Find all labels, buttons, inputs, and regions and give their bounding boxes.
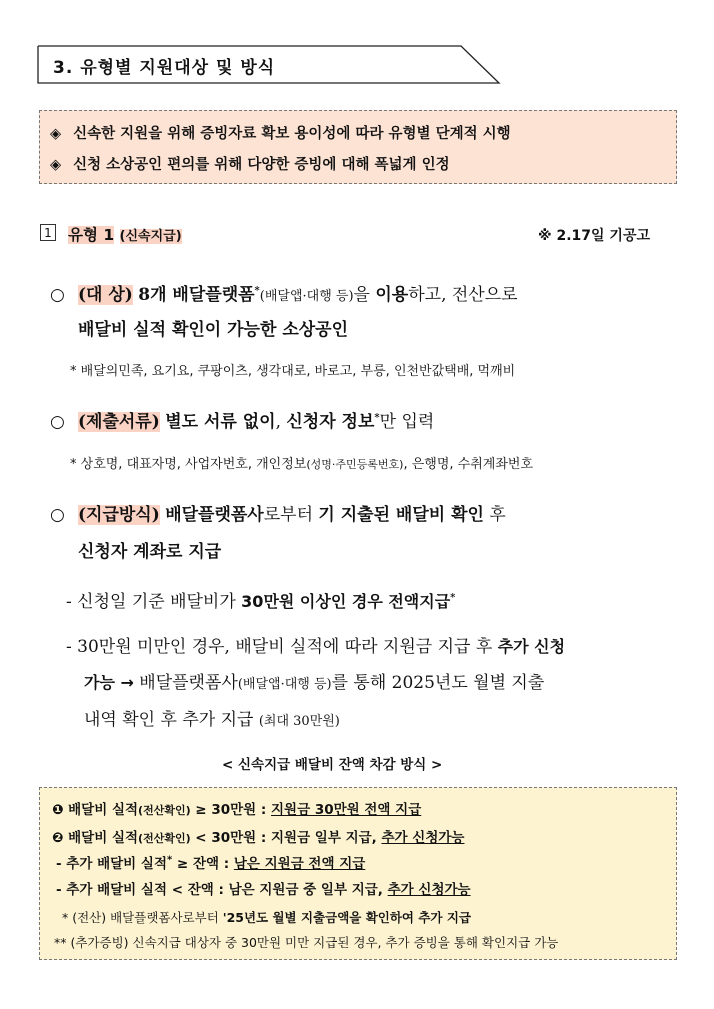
summary-box [39,110,677,184]
summary-text-1: 신속한 지원을 위해 증빙자료 확보 용이성에 따라 유형별 단계적 시행 [73,126,511,142]
payment-dash1-b: 30만원 이상인 경우 전액지급 [241,592,451,611]
type-subtitle: (신속지급) [119,229,182,244]
section-title: 3. 유형별 지원대상 및 방식 [53,58,276,78]
target-footnote: * 배달의민족, 요기요, 쿠팡이츠, 생각대로, 바로고, 부릉, 인천반값택배, 먹깨비 [70,364,516,379]
summary-text-2: 신청 소상공인 편의를 위해 다양한 증빙에 대해 폭넓게 인정 [73,157,450,173]
method-row-4 [56,878,471,898]
documents-sup: * [374,412,380,424]
documents-text-c: 신청자 정보 [286,412,375,432]
payment-dash2-a: - 30만원 미만인 경우, 배달비 실적에 따라 지원금 지급 후 [66,637,498,657]
method-row4-a: - 추가 배달비 실적 < 잔액 : 남은 지원금 중 일부 지급, [56,882,388,898]
method-row2-b: (전산확인) [138,832,191,845]
target-bullet [50,280,518,305]
target-sup: * [254,285,260,297]
payment-dash1-sup: * [450,592,456,604]
method-row3-a: - 추가 배달비 실적 [56,856,167,872]
documents-footnote-c: , 은행명, 수취계좌번호 [403,457,534,472]
circle-bullet-icon: ○ [50,505,65,525]
target-line-2: 배달비 실적 확인이 가능한 소상공인 [78,320,349,340]
method-note1-b: '25년도 월별 지출금액을 확인하여 추가 지급 [222,910,472,925]
method-note-1 [62,908,471,926]
payment-dash2-g: 내역 확인 후 추가 지급 [84,710,259,730]
payment-dash-1 [66,587,455,612]
method-row2-a: ❷ 배달비 실적 [52,830,139,846]
method-row4-b: 추가 신청가능 [387,882,471,898]
payment-text-a: 배달플랫폼사 [165,505,264,525]
payment-dash-2-line-3 [84,705,340,730]
payment-bullet [50,500,506,525]
method-row-1 [52,798,421,818]
payment-dash-2-line-1 [66,632,565,657]
circle-bullet-icon: ○ [50,412,65,432]
method-row1-b: (전산확인) [138,804,191,817]
type-title [68,223,182,245]
payment-dash2-h: (최대 30만원) [258,714,340,729]
documents-footnote [70,453,533,472]
payment-tag: (지급방식) [78,505,160,525]
documents-text-b: , [275,412,287,432]
target-tag: (대 상) [78,285,133,305]
target-text-e: 하고, 전산으로 [408,285,518,305]
payment-text-d: 후 [483,505,506,525]
payment-dash2-f: 를 통해 2025년도 월별 지출 [331,673,545,693]
circle-bullet-icon: ○ [50,285,65,305]
method-row3-sup: * [167,854,173,866]
type-title-text: 유형 1 [68,226,115,244]
method-caption: < 신속지급 배달비 잔액 차감 방식 > [222,757,443,773]
payment-dash2-b: 추가 신청 [497,637,566,656]
diamond-bullet-icon: ◈ [50,126,62,142]
announcement-note: ※ 2.17일 기공고 [538,228,650,244]
method-row1-d: 지원금 30만원 전액 지급 [271,802,422,818]
payment-line-2: 신청자 계좌로 지급 [78,542,222,562]
method-note-2: ** (추가증빙) 신속지급 대상자 중 30만원 미만 지급된 경우, 추가 증빙을 통해 확인지급 가능 [54,935,559,950]
method-row1-a: ❶ 배달비 실적 [52,802,139,818]
documents-bullet [50,407,434,432]
payment-text-c: 기 지출된 배달비 확인 [318,505,484,525]
method-row1-c: ≥ 30만원 : [190,802,271,818]
target-text-d: 이용 [375,285,409,305]
section-title-tab [37,45,501,85]
target-text-b: (배달앱·대행 등) [259,289,354,304]
method-row2-c: < 30만원 : 지원금 일부 지급, [190,830,382,846]
payment-dash-2-line-2 [84,668,544,693]
method-row3-c: 남은 지원금 전액 지급 [233,856,366,872]
target-text-c: 을 [353,285,376,305]
documents-text-d: 만 입력 [379,412,435,432]
summary-line-1 [50,122,511,143]
method-row3-b: ≥ 잔액 : [172,856,234,872]
documents-tag: (제출서류) [78,412,160,432]
method-row-2 [52,826,464,846]
method-box [39,787,677,960]
payment-text-b: 로부터 [263,505,319,525]
summary-line-2 [50,153,450,174]
method-note1-a: * (전산) 배달플랫폼사로부터 [62,910,223,925]
method-row2-d: 추가 신청가능 [381,830,465,846]
payment-dash2-d: 배달플랫폼사 [133,673,238,693]
payment-dash2-c: 가능 → [84,673,134,692]
documents-footnote-a: * 상호명, 대표자명, 사업자번호, 개인정보 [70,457,307,472]
payment-dash2-e: (배달앱·대행 등) [237,677,332,692]
documents-footnote-b: (성명·주민등록번호) [306,458,404,471]
payment-dash1-a: - 신청일 기준 배달비가 [66,592,242,612]
type-number-box: 1 [40,224,56,241]
target-text-a: 8개 배달플랫폼 [138,285,255,305]
diamond-bullet-icon: ◈ [50,157,62,173]
method-row-3 [56,852,365,872]
documents-text-a: 별도 서류 없이 [165,412,276,432]
